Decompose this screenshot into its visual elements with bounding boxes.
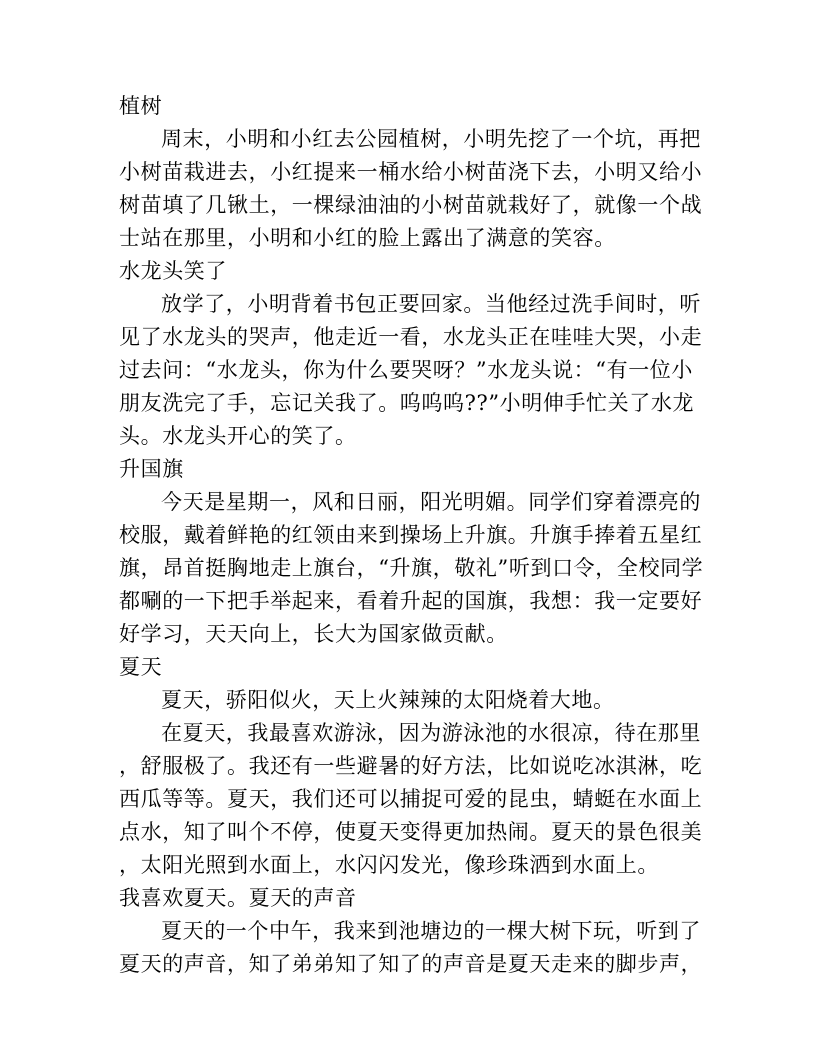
text-line: 点水，知了叫个不停，使夏天变得更加热闹。夏天的景色很美	[119, 820, 703, 844]
text-line: 树苗填了几锹土，一棵绿油油的小树苗就栽好了，就像一个战	[119, 193, 703, 217]
text-line: 今天是星期一，风和日丽，阳光明媚。同学们穿着漂亮的	[161, 490, 701, 514]
text-line: 头。水龙头开心的笑了。	[119, 424, 357, 448]
text-line: 好学习，天天向上，长大为国家做贡献。	[119, 622, 508, 646]
text-line: 放学了，小明背着书包正要回家。当他经过洗手间时，听	[161, 292, 701, 316]
text-line: ，舒服极了。我还有一些避暑的好方法，比如说吃冰淇淋，吃	[119, 754, 703, 778]
text-line: ，太阳光照到水面上，水闪闪发光，像珍珠洒到水面上。	[119, 853, 659, 877]
text-line: 周末，小明和小红去公园植树，小明先挖了一个坑，再把	[161, 127, 701, 151]
text-line: 西瓜等等。夏天，我们还可以捕捉可爱的昆虫，蜻蜓在水面上	[119, 787, 703, 811]
text-line: 校服，戴着鲜艳的红领由来到操场上升旗。升旗手捧着五星红	[119, 523, 703, 547]
text-line: 士站在那里，小明和小红的脸上露出了满意的笑容。	[119, 226, 616, 250]
text-line: 在夏天，我最喜欢游泳，因为游泳池的水很凉，待在那里	[161, 721, 701, 745]
section-title: 我喜欢夏天。夏天的声音	[119, 886, 357, 910]
document-page	[119, 90, 704, 981]
section-title: 升国旗	[119, 457, 184, 481]
text-line: 夏天的一个中午，我来到池塘边的一棵大树下玩，听到了	[161, 919, 701, 943]
text-line: 朋友洗完了手，忘记关我了。呜呜呜??”小明伸手忙关了水龙	[119, 391, 695, 415]
text-line: 夏天的声音，知了弟弟知了知了的声音是夏天走来的脚步声，	[119, 952, 703, 976]
section-title: 夏天	[119, 655, 163, 679]
text-line: 旗，昂首挺胸地走上旗台，“升旗，敬礼”听到口令，全校同学	[119, 556, 704, 580]
text-line: 见了水龙头的哭声，他走近一看，水龙头正在哇哇大哭，小走	[119, 325, 703, 349]
text-line: 小树苗栽进去，小红提来一桶水给小树苗浇下去，小明又给小	[119, 160, 703, 184]
section-title: 水龙头笑了	[119, 259, 227, 283]
section-title: 植树	[119, 94, 163, 118]
text-line: 都唰的一下把手举起来，看着升起的国旗，我想：我一定要好	[119, 589, 703, 613]
text-line: 夏天，骄阳似火，天上火辣辣的太阳烧着大地。	[161, 688, 615, 712]
text-line: 过去问：“水龙头，你为什么要哭呀？”水龙头说：“有一位小	[119, 358, 694, 382]
